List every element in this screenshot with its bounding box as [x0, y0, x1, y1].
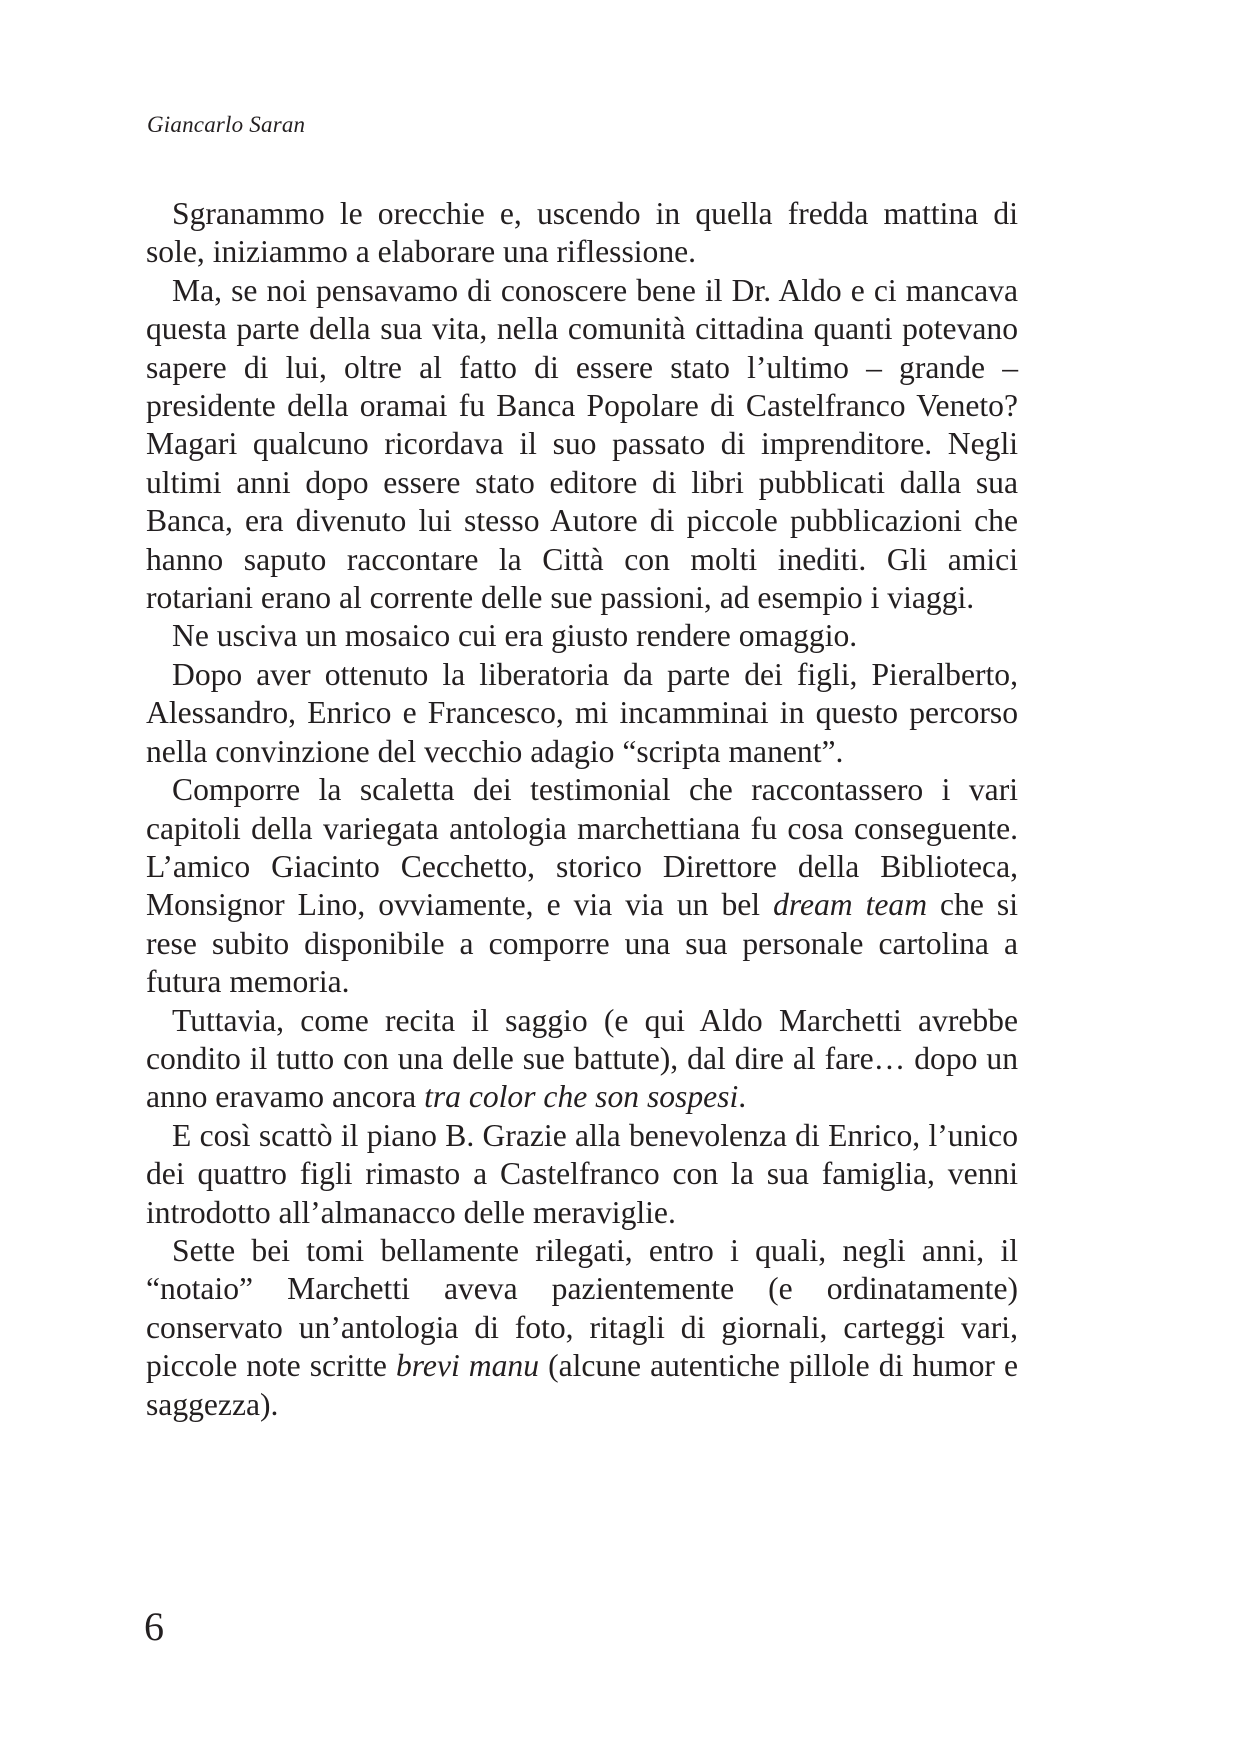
text-segment: Ma, se noi pensavamo di conoscere bene il Dr. Aldo e ci mancava questa parte della sua vita, nella comunità cittadina quanti potevano sapere di lui, oltre al fatto di essere stato l’ultimo – grande – presidente della oramai fu Banca Popolare di Castelfranco Veneto? Magari qualcuno ricordava il suo passato di imprenditore. Negli ultimi anni dopo essere stato editore di libri pubblicati dalla sua Banca, era divenuto lui stesso Autore di piccole pubblicazioni che hanno saputo raccontare la Città con molti inediti. Gli amici rotariani erano al corrente delle sue passioni, ad esempio i viaggi.	[146, 272, 1018, 616]
italic-phrase: dream team	[773, 887, 928, 923]
text-segment: .	[738, 1079, 747, 1115]
paragraph	[146, 195, 1018, 272]
text-segment: che si rese subito disponibile a comporre una sua personale cartolina a futura memoria.	[146, 887, 1018, 1000]
text-segment: (alcune autentiche pillole di humor e saggezza).	[146, 1348, 1018, 1422]
running-header-author: Giancarlo Saran	[147, 112, 306, 137]
paragraph	[146, 771, 1018, 1001]
body-text	[146, 195, 1018, 1424]
text-segment: E così scattò il piano B. Grazie alla benevolenza di Enrico, l’unico dei quattro figli rimasto a Castelfranco con la sua famiglia, venni introdotto all’almanacco delle meraviglie.	[146, 1117, 1018, 1230]
paragraph	[146, 656, 1018, 771]
text-segment: Ne usciva un mosaico cui era giusto rendere omaggio.	[172, 618, 858, 654]
paragraph	[146, 272, 1018, 618]
text-segment: Sette bei tomi bellamente rilegati, entro i quali, negli anni, il “notaio” Marchetti aveva pazientemente (e ordinatamente) conservato un’antologia di foto, ritagli di giornali, carteggi vari, piccole note scritte	[146, 1232, 1018, 1384]
text-segment: Dopo aver ottenuto la liberatoria da parte dei figli, Pieralberto, Alessandro, Enrico e Francesco, mi incamminai in questo percorso nella convinzione del vecchio adagio “scripta manent”.	[146, 656, 1018, 769]
paragraph	[146, 1232, 1018, 1424]
paragraph	[146, 617, 1018, 655]
page-number: 6	[144, 1604, 164, 1649]
italic-phrase: tra color che son sospesi	[424, 1079, 739, 1115]
paragraph	[146, 1002, 1018, 1117]
paragraph	[146, 1117, 1018, 1232]
text-segment: Tuttavia, come recita il saggio (e qui Aldo Marchetti avrebbe condito il tutto con una delle sue battute), dal dire al fare… dopo un anno eravamo ancora	[146, 1002, 1018, 1115]
italic-phrase: brevi manu	[396, 1348, 540, 1384]
text-segment: Sgranammo le orecchie e, uscendo in quella fredda mattina di sole, iniziammo a elaborare una riflessione.	[146, 196, 1018, 270]
text-segment: Comporre la scaletta dei testimonial che raccontassero i vari capitoli della variegata antologia marchettiana fu cosa conseguente. L’amico Giacinto Cecchetto, storico Direttore della Biblioteca, Monsignor Lino, ovviamente, e via via un bel	[146, 772, 1018, 923]
